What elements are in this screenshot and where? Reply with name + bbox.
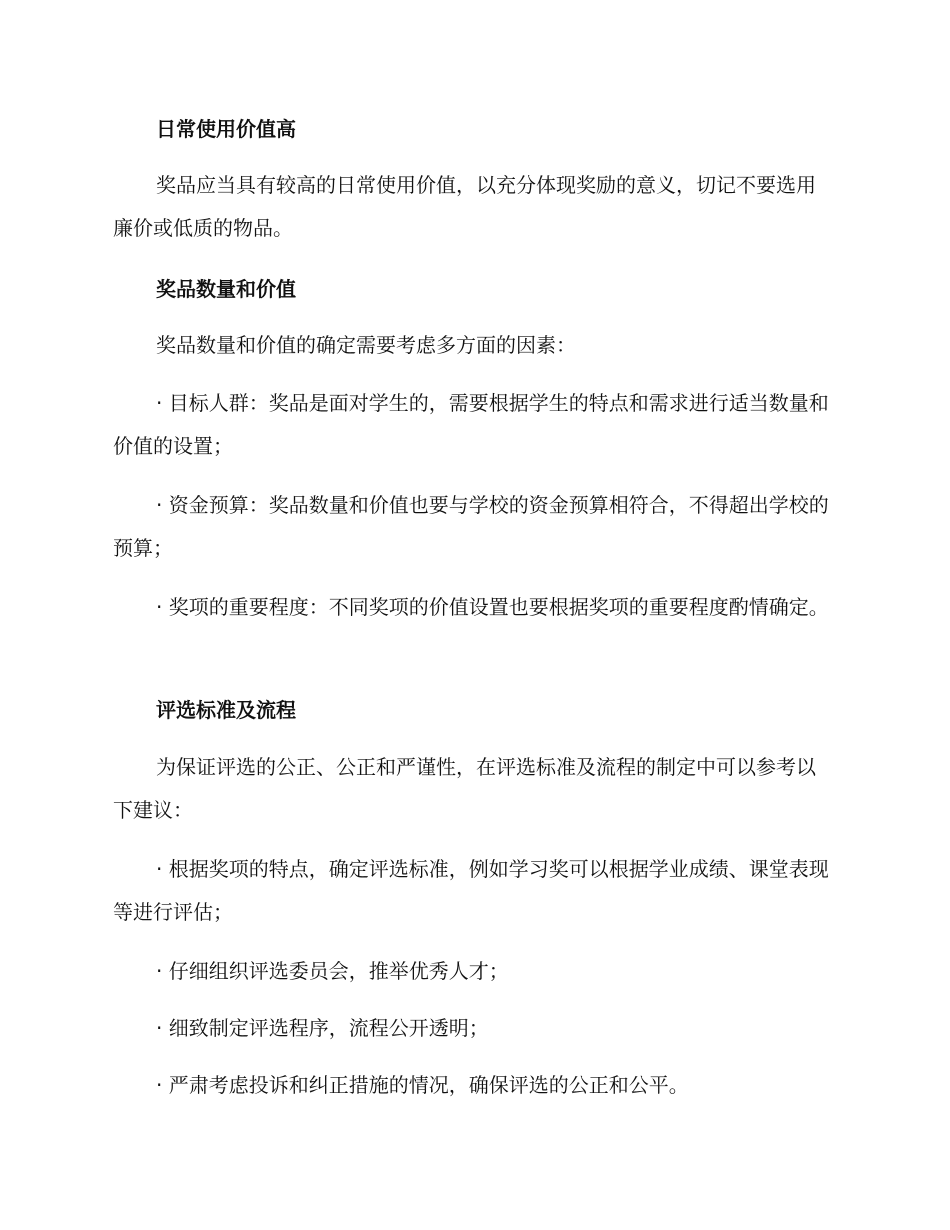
section-heading: 日常使用价值高	[156, 117, 296, 141]
bullet-item: · 根据奖项的特点，确定评选标准，例如学习奖可以根据学业成绩、课堂表现等进行评估；	[113, 857, 829, 924]
bullet-item: · 细致制定评选程序，流程公开透明；	[156, 1016, 489, 1040]
section-heading: 奖品数量和价值	[156, 277, 296, 301]
bullet-item: · 仔细组织评选委员会，推举优秀人才；	[156, 959, 509, 983]
bullet-item: · 严肃考虑投诉和纠正措施的情况，确保评选的公正和公平。	[156, 1073, 689, 1097]
section-heading: 评选标准及流程	[156, 698, 296, 722]
bullet-item: · 资金预算：奖品数量和价值也要与学校的资金预算相符合，不得超出学校的预算；	[113, 493, 829, 560]
paragraph: 奖品应当具有较高的日常使用价值，以充分体现奖励的意义，切记不要选用廉价或低质的物品。	[113, 173, 816, 240]
paragraph: 奖品数量和价值的确定需要考虑多方面的因素：	[156, 333, 576, 357]
bullet-item: · 目标人群：奖品是面对学生的，需要根据学生的特点和需求进行适当数量和价值的设置；	[113, 391, 829, 458]
paragraph: 为保证评选的公正、公正和严谨性，在评选标准及流程的制定中可以参考以下建议：	[113, 755, 816, 822]
bullet-item: · 奖项的重要程度：不同奖项的价值设置也要根据奖项的重要程度酌情确定。	[156, 595, 829, 619]
